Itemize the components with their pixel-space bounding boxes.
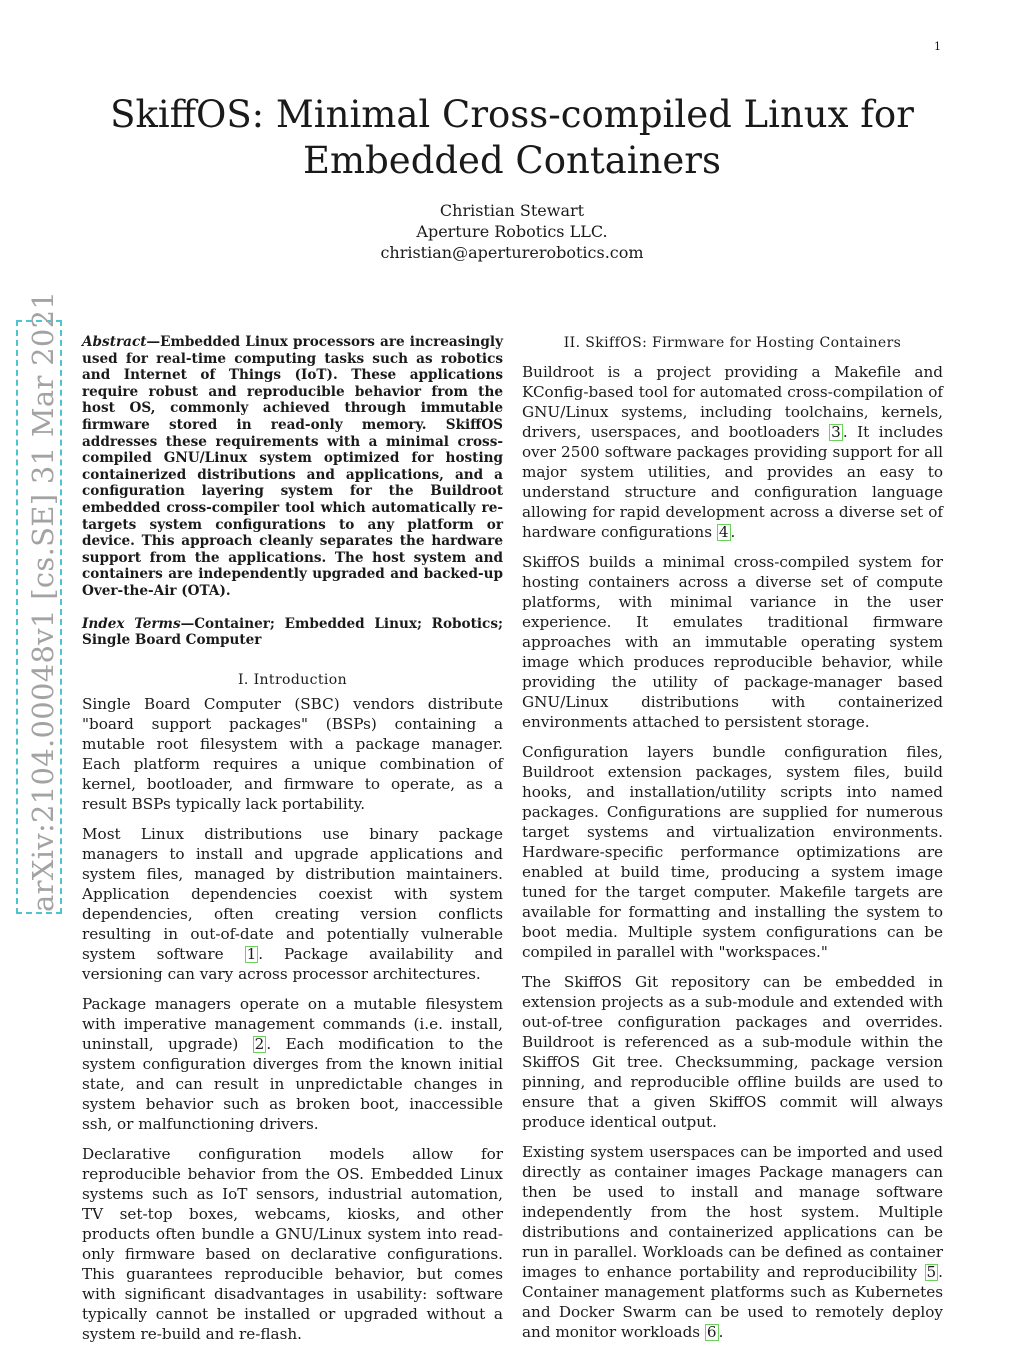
- author-email[interactable]: christian@aperturerobotics.com: [380, 243, 644, 262]
- paragraph: The SkiffOS Git repository can be embedded in extension projects as a sub-module and extended with out-of-tree configuration packages and overrides. Buildroot is referenced as a sub-module within the SkiffOS Git tree. Checksumming, package version pinning, and reproducible offline builds are used to ensure that a given SkiffOS commit will always produce identical output.: [522, 973, 943, 1131]
- citation-link[interactable]: 1: [246, 944, 257, 963]
- paragraph: Most Linux distributions use binary package managers to install and upgrade applications and system files, managed by distribution maintainers. Application dependencies coexist with system dependencies, often creating version conflicts resulting in out-of-date and potentially vulnerable system software 1 . Package availability and versioning can vary across processor architectures.: [82, 824, 504, 983]
- left-column: [82, 334, 503, 1354]
- author-affiliation: Aperture Robotics LLC.: [416, 222, 608, 241]
- paragraph: Single Board Computer (SBC) vendors distribute "board support packages" (BSPs) containing a mutable root filesystem with a package manager. Each platform requires a unique combination of kernel, bootloader, and firmware to operate, as a result BSPs typically lack portability.: [82, 694, 503, 813]
- citation-link[interactable]: 3: [831, 423, 841, 441]
- title-line-2: Embedded Containers: [303, 139, 721, 182]
- arxiv-identifier: arXiv:2104.00048v1 [cs.SE] 31 Mar 2021: [26, 290, 60, 912]
- title-line-1: SkiffOS: Minimal Cross-compiled Linux for: [110, 93, 914, 136]
- index-terms-text: —Container; Embedded Linux; Robotics; Single Board Computer: [82, 615, 503, 649]
- section-heading-skiffos: II. SkiffOS: Firmware for Hosting Containers: [563, 335, 902, 351]
- citation-link[interactable]: 4: [718, 523, 729, 541]
- right-column: [522, 334, 943, 1352]
- citation-link[interactable]: 5: [926, 1263, 937, 1281]
- page-number: 1: [934, 40, 941, 53]
- paragraph: Configuration layers bundle configuration files, Buildroot extension packages, system files, build hooks, and installation/utility scripts into named packages. Configurations are supplied for numerous target systems and virtualization environments. Hardware-specific performance optimizations are enabled at build time, producing a system image tuned for the target computer. Makefile targets are available for formatting and installing the system to boot media. Multiple system configurations can be compiled in parallel with "workspaces.": [522, 743, 943, 961]
- abstract: [82, 334, 503, 600]
- abstract-label: Abstract: [82, 334, 147, 350]
- citation-link[interactable]: 6: [706, 1323, 717, 1341]
- index-terms: [82, 616, 503, 649]
- index-terms-label: Index Terms: [82, 615, 181, 632]
- paragraph: Buildroot is a project providing a Makefile and KConfig-based tool for automated cross-compilation of GNU/Linux systems, including toolchains, kernels, drivers, userspaces, and bootloaders 3 . It includes over 2500 software packages providing support for all major system utilities, and provides an easy to understand structure and configuration language allowing for rapid development across a diverse set of hardware configurations 4 .: [522, 363, 943, 541]
- paragraph: Declarative configuration models allow for reproducible behavior from the OS. Embedded Linux systems such as IoT sensors, industrial automation, TV set-top boxes, webcams, kiosks, and other products often bundle a GNU/Linux system into read-only firmware based on declarative configurations. This guarantees reproducible behavior, but comes with significant disadvantages in usability: software typically cannot be installed or upgraded without a system re-build and re-flash.: [82, 1144, 503, 1343]
- paper-title: [0, 92, 1024, 184]
- paragraph: Existing system userspaces can be imported and used directly as container images Package managers can then be used to install and manage software independently from the host system. Multiple distributions and containerized applications can be run in parallel. Workloads can be defined as container images to enhance portability and reproducibility 5 . Container management platforms such as Kubernetes and Docker Swarm can be used to remotely deploy and monitor workloads 6 .: [522, 1143, 943, 1341]
- arxiv-stamp[interactable]: [16, 290, 62, 914]
- author-name: Christian Stewart: [439, 201, 585, 220]
- author-block: [0, 200, 1024, 263]
- paragraph: SkiffOS builds a minimal cross-compiled system for hosting containers across a diverse set of compute platforms, with minimal variance in the user experience. It emulates traditional firmware approaches with an immutable operating system image which produces reproducible behavior, while providing the utility of package-manager based GNU/Linux distributions with containerized environments attached to persistent storage.: [522, 553, 943, 731]
- abstract-text: —Embedded Linux processors are increasingly used for real-time computing tasks such as robotics and Internet of Things (IoT). These applications require robust and reproducible behavior from the host OS, commonly achieved through immutable firmware stored in read-only memory. SkiffOS addresses these requirements with a minimal cross-compiled GNU/Linux system optimized for hosting containerized distributions and applications, and a configuration layering system for the Buildroot embedded cross-compiler tool which automatically re-targets system configurations to any platform or device. This approach cleanly separates the hardware support from the applications. The host system and containers are independently upgraded and backed-up Over-the-Air (OTA).: [82, 334, 503, 599]
- paragraph: Package managers operate on a mutable filesystem with imperative management commands (i.e. install, uninstall, upgrade) 2 . Each modification to the system configuration diverges from the known initial state, and can result in unpredictable changes in system behavior such as broken boot, inaccessible ssh, or malfunctioning drivers.: [82, 994, 504, 1133]
- citation-link[interactable]: 2: [254, 1034, 265, 1053]
- section-heading-introduction: I. Introduction: [237, 671, 348, 688]
